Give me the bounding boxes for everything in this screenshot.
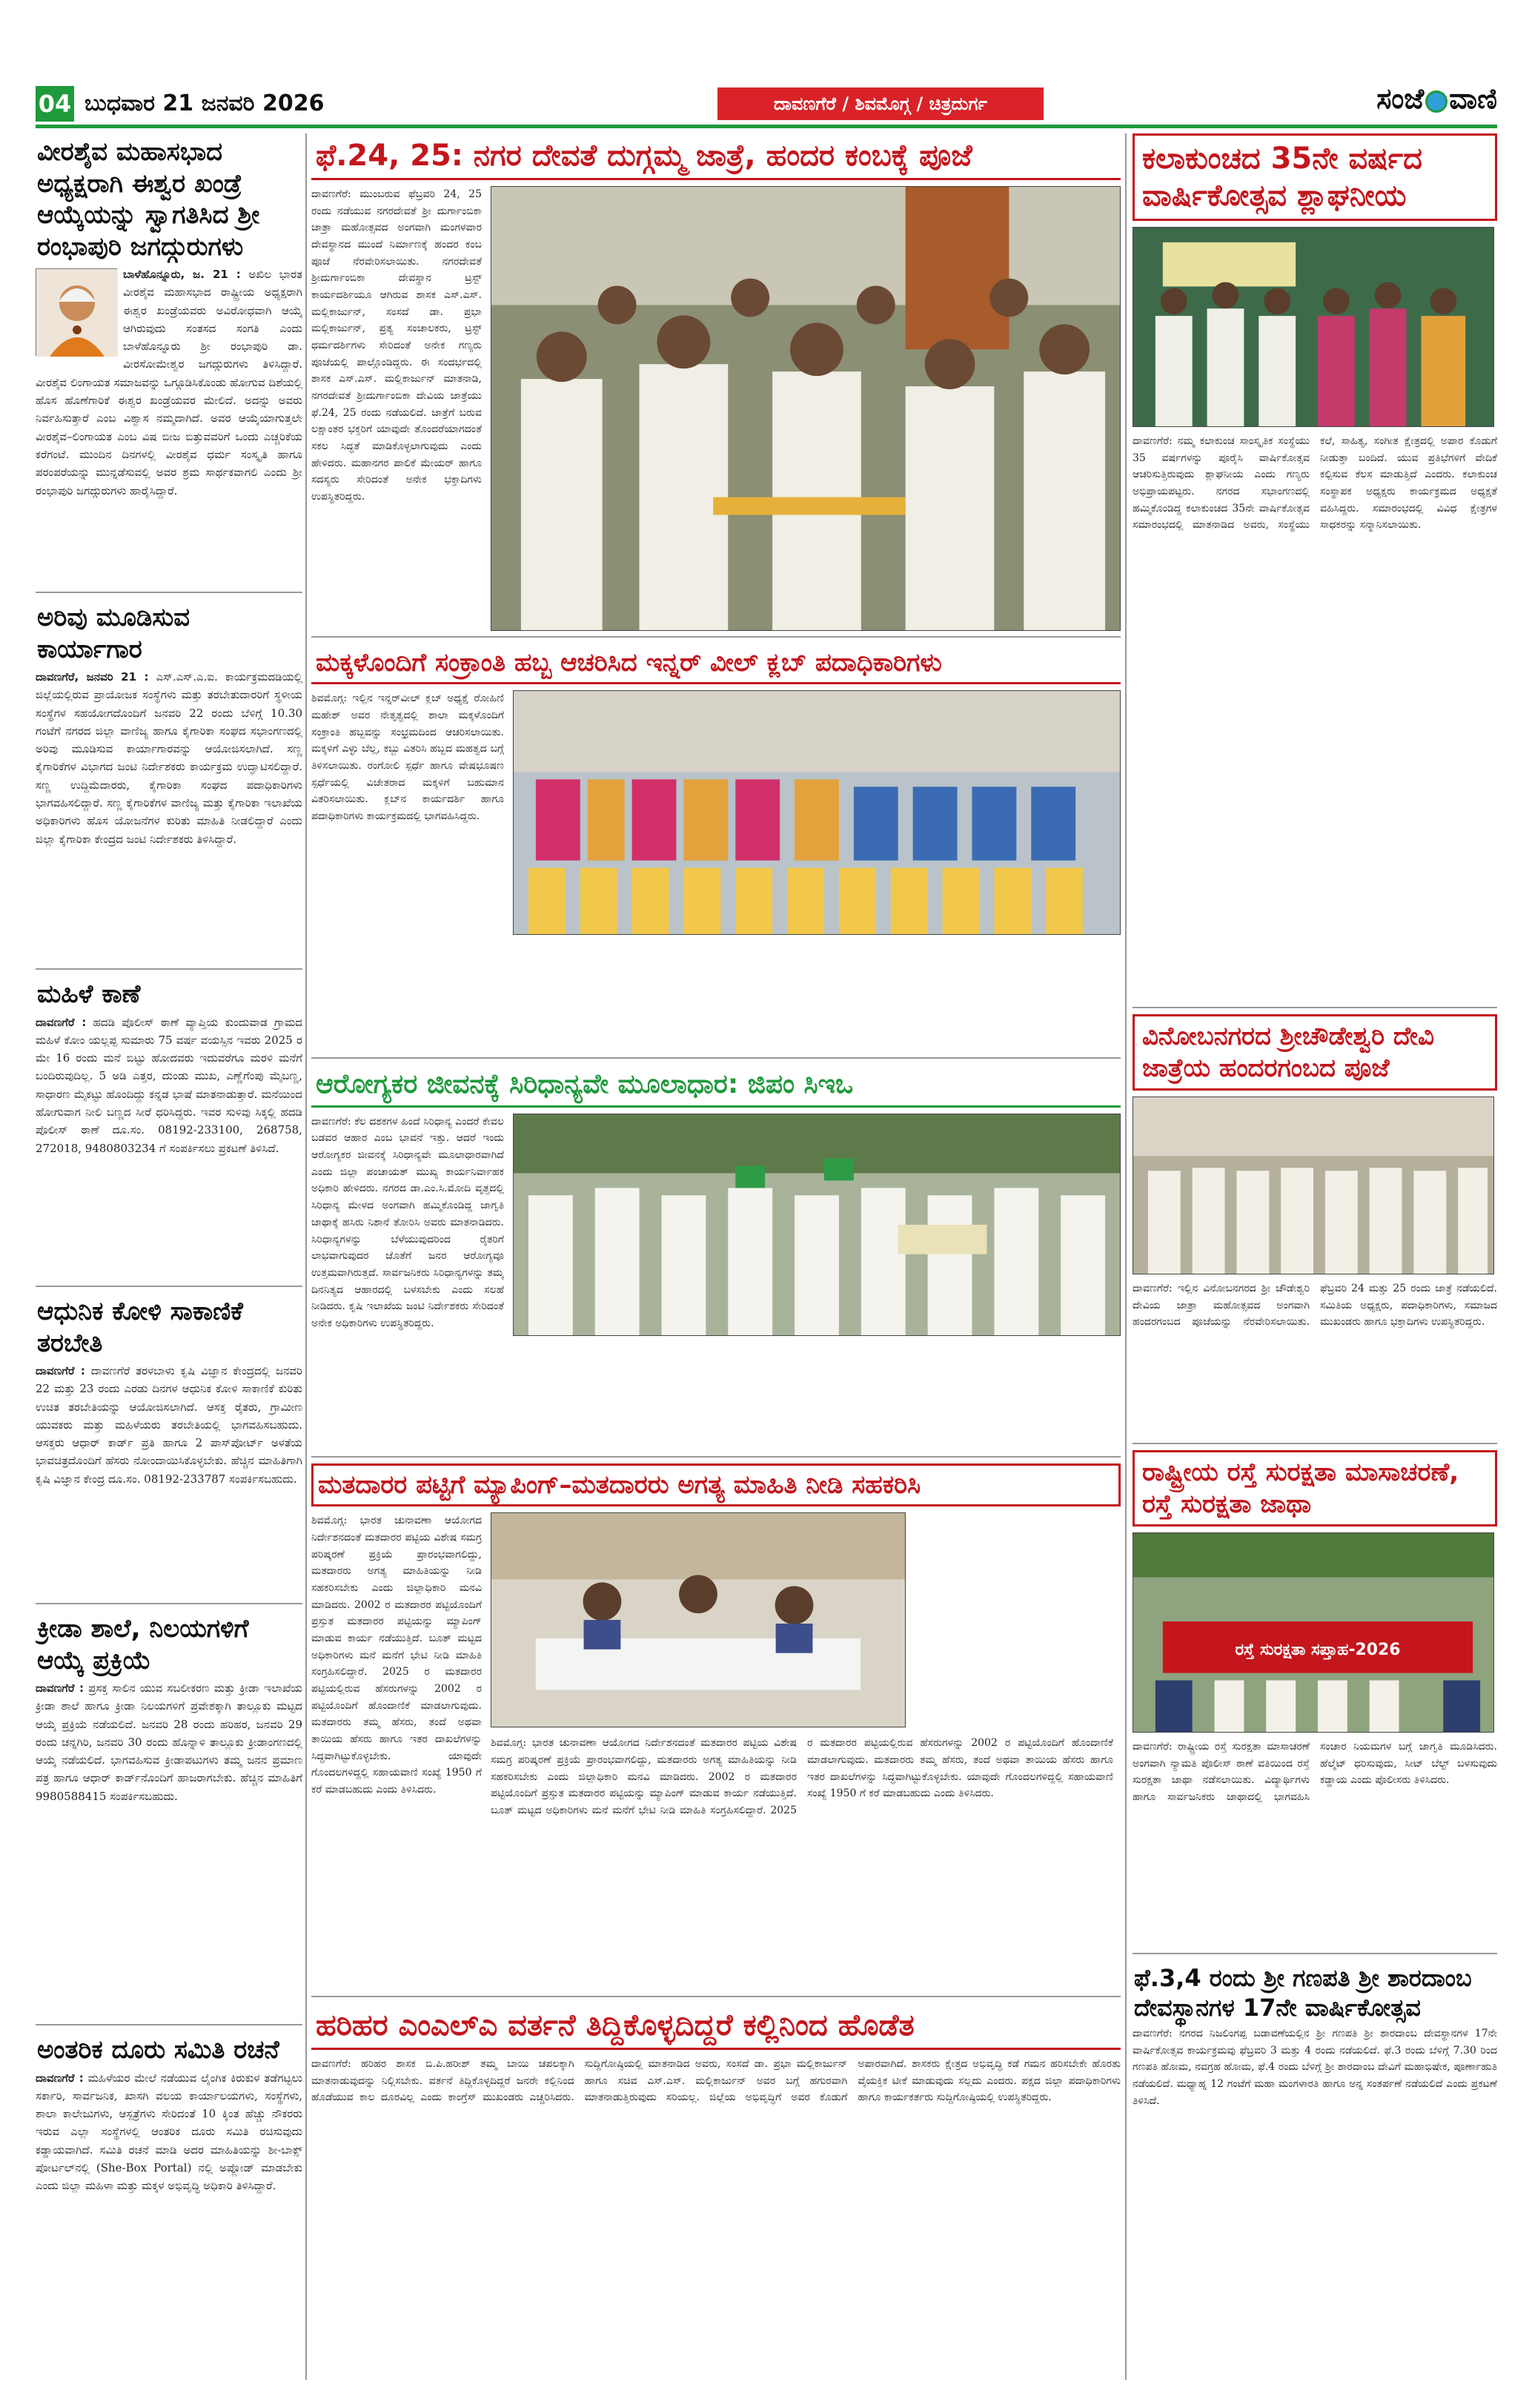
article-choudeshwari-fair [1133,1014,1497,1444]
issue-date: ಬುಧವಾರ 21 ಜನವರಿ 2026 [84,90,325,116]
article-body: ಬಾಳೆಹೊನ್ನೂರು, ಜ. 21 : ಅಖಿಲ ಭಾರತ ವೀರಶೈವ ಮಹಾಸಭಾದ ರಾಷ್ಟ್ರೀಯ ಅಧ್ಯಕ್ಷರಾಗಿ ಈಶ್ವರ ಖಂಡ್ರೆಯವರು ಅವಿರೋಧವಾಗಿ ಆಯ್ಕೆ ಆಗಿರುವುದು ಸಂತಸದ ಸಂಗತಿ ಎಂದು ಬಾಳೆಹೊನ್ನೂರು ಶ್ರೀ ರಂಭಾಪುರಿ ಡಾ. ವೀರಸೋಮೇಶ್ವರ ಜಗದ್ಗುರುಗಳು ತಿಳಿಸಿದ್ದಾರೆ. ವೀರಶೈವ ಲಿಂಗಾಯತ ಸಮಾಜವನ್ನು ಒಗ್ಗೂಡಿಸಿಕೊಂಡು ಹೋಗುವ ದಿಶೆಯಲ್ಲಿ ಹೊಸ ಹೊಣೆಗಾರಿಕೆ ಈಶ್ವರ ಖಂಡ್ರೆಯವರ ಮೇಲಿದೆ. ಅದನ್ನು ಅವರು ನಿರ್ವಹಿಸುತ್ತಾರೆ ಎಂಬ ವಿಶ್ವಾಸ ನಮ್ಮದಾಗಿದೆ. ಅವರ ಆಯ್ಕೆಯಾಗುತ್ತಲೇ ವೀರಶೈವ–ಲಿಂಗಾಯತ ಎಂಬ ವಿಷ ಬೀಜ ಬಿತ್ತುವವರಿಗೆ ಒಂದು ಎಚ್ಚರಿಕೆಯ ಕರೆಗಂಟೆ. ಮುಂದಿನ ದಿನಗಳಲ್ಲಿ ವೀರಶೈವ ಧರ್ಮ ಸಂಸ್ಕೃತಿ ಹಾಗೂ ಪರಂಪರೆಯನ್ನು ಮುನ್ನಡೆಸುವಲ್ಲಿ ಅವರ ಶ್ರಮ ಸಾರ್ಥಕವಾಗಲಿ ಎಂದು ಶ್ರೀ ರಂಭಾಪುರಿ ಜಗದ್ಗುರುಗಳು ಹಾರೈಸಿದ್ದಾರೆ. [36,268,302,497]
article-body: ದಾವಣಗೆರೆ, ಜನವರಿ 21 : ಎಸ್.ಎಸ್.ಎ.ಐ. ಕಾರ್ಯಕ್ರಮದಡಿಯಲ್ಲಿ ಜಿಲ್ಲೆಯಲ್ಲಿರುವ ಪ್ರಾಯೋಜಕ ಸಂಸ್ಥೆಗಳು ಮತ್ತು ತರಬೇತುದಾರರಿಗೆ ಸ್ಥಳೀಯ ಸಂಸ್ಥೆಗಳ ಸಹಯೋಗದೊಂದಿಗೆ ಜನವರಿ 22 ರಂದು ಬೆಳಿಗ್ಗೆ 10.30 ಗಂಟೆಗೆ ನಗರದ ಜಿಲ್ಲಾ ವಾಣಿಜ್ಯ ಹಾಗೂ ಕೈಗಾರಿಕಾ ಸಂಘದ ಸಭಾಂಗಣದಲ್ಲಿ ಅರಿವು ಮೂಡಿಸುವ ಕಾರ್ಯಾಗಾರವನ್ನು ಆಯೋಜಿಸಲಾಗಿದೆ. ಸಣ್ಣ ಕೈಗಾರಿಕೆಗಳ ವಿಭಾಗದ ಜಂಟಿ ನಿರ್ದೇಶಕರು ಕಾರ್ಯಕ್ರಮ ಉದ್ಘಾಟಿಸಲಿದ್ದಾರೆ. ಸಣ್ಣ ಉದ್ದಿಮೆದಾರರು, ಕೈಗಾರಿಕಾ ಸಂಘದ ಪದಾಧಿಕಾರಿಗಳು ಭಾಗವಹಿಸಲಿದ್ದಾರೆ. ಸಣ್ಣ ಕೈಗಾರಿಕೆಗಳ ವಾಣಿಜ್ಯ ಮತ್ತು ಕೈಗಾರಿಕಾ ಇಲಾಖೆಯ ಅಧಿಕಾರಿಗಳು ಹೊಸ ಯೋಜನೆಗಳ ಕುರಿತು ಮಾಹಿತಿ ನೀಡಲಿದ್ದಾರೆ ಎಂದು ಜಿಲ್ಲಾ ಕೈಗಾರಿಕಾ ಕೇಂದ್ರದ ಜಂಟಿ ನಿರ್ದೇಶಕರು ತಿಳಿಸಿದ್ದಾರೆ. [36,670,302,846]
article-kalakuncha [1133,133,1497,1008]
article-headline: ಮಹಿಳೆ ಕಾಣೆ [37,979,141,1009]
article-millets [311,1065,1121,1458]
millet-rally-photo [513,1114,1121,1336]
column-divider [305,133,307,2380]
article-voter-mapping [311,1463,1121,1997]
article-headline: ವಿನೋಬನಗರದ ಶ್ರೀಚೌಡೇಶ್ವರಿ ದೇವಿ ಜಾತ್ರೆಯ ಹಂದರಗಂಬದ ಪೂಜೆ [1133,1014,1497,1091]
fair-crowd-photo [491,186,1121,631]
article-headline: ಫೆ.24, 25: ನಗರ ದೇವತೆ ದುಗ್ಗಮ್ಮ ಜಾತ್ರೆ, ಹಂದರ ಕಂಬಕ್ಕೆ ಪೂಜೆ [311,133,1121,180]
article-body: ಶಿವಮೊಗ್ಗ: ಭಾರತ ಚುನಾವಣಾ ಆಯೋಗದ ನಿರ್ದೇಶನದಂತೆ ಮತದಾರರ ಪಟ್ಟಿಯ ವಿಶೇಷ ಸಮಗ್ರ ಪರಿಷ್ಕರಣೆ ಪ್ರಕ್ರಿಯೆ ಪ್ರಾರಂಭವಾಗಲಿದ್ದು, ಮತದಾರರು ಅಗತ್ಯ ಮಾಹಿತಿಯನ್ನು ನೀಡಿ ಸಹಕರಿಸಬೇಕು ಎಂದು ಜಿಲ್ಲಾಧಿಕಾರಿ ಮನವಿ ಮಾಡಿದರು. 2002 ರ ಮತದಾರರ ಪಟ್ಟಿಯೊಂದಿಗೆ ಪ್ರಸ್ತುತ ಮತದಾರರ ಪಟ್ಟಿಯನ್ನು ಮ್ಯಾಪಿಂಗ್ ಮಾಡುವ ಕಾರ್ಯ ನಡೆಯುತ್ತಿದೆ. ಬೂತ್ ಮಟ್ಟದ ಅಧಿಕಾರಿಗಳು ಮನೆ ಮನೆಗೆ ಭೇಟಿ ನೀಡಿ ಮಾಹಿತಿ ಸಂಗ್ರಹಿಸಲಿದ್ದಾರೆ. 2025 ರ ಮತದಾರರ ಪಟ್ಟಿಯಲ್ಲಿರುವ ಹೆಸರುಗಳನ್ನು 2002 ರ ಪಟ್ಟಿಯೊಂದಿಗೆ ಹೊಂದಾಣಿಕೆ ಮಾಡಲಾಗುವುದು. ಮತದಾರರು ತಮ್ಮ ಹೆಸರು, ತಂದೆ ಅಥವಾ ತಾಯಿಯ ಹೆಸರು ಹಾಗೂ ಇತರ ದಾಖಲೆಗಳನ್ನು ಸಿದ್ಧವಾಗಿಟ್ಟುಕೊಳ್ಳಬೇಕು. ಯಾವುದೇ ಗೊಂದಲಗಳಿದ್ದಲ್ಲಿ ಸಹಾಯವಾಣಿ ಸಂಖ್ಯೆ 1950 ಗೆ ಕರೆ ಮಾಡಬಹುದು ಎಂದು ತಿಳಿಸಿದರು. [311,1515,482,1796]
article-body: ದಾವಣಗೆರೆ: ನಮ್ಮ ಕಲಾಕುಂಚ ಸಾಂಸ್ಕೃತಿಕ ಸಂಸ್ಥೆಯು 35 ವರ್ಷಗಳನ್ನು ಪೂರೈಸಿ ವಾರ್ಷಿಕೋತ್ಸವ ಆಚರಿಸುತ್ತಿರುವುದು ಶ್ಲಾಘನೀಯ ಎಂದು ಗಣ್ಯರು ಅಭಿಪ್ರಾಯಪಟ್ಟರು. ನಗರದ ಸಭಾಂಗಣದಲ್ಲಿ ಹಮ್ಮಿಕೊಂಡಿದ್ದ ಕಲಾಕುಂಚದ 35ನೇ ವಾರ್ಷಿಕೋತ್ಸವ ಸಮಾರಂಭದಲ್ಲಿ ಮಾತನಾಡಿದ ಅವರು, ಸಂಸ್ಥೆಯು ಕಲೆ, ಸಾಹಿತ್ಯ, ಸಂಗೀತ ಕ್ಷೇತ್ರದಲ್ಲಿ ಅಪಾರ ಕೊಡುಗೆ ನೀಡುತ್ತಾ ಬಂದಿದೆ. ಯುವ ಪ್ರತಿಭೆಗಳಿಗೆ ವೇದಿಕೆ ಕಲ್ಪಿಸುವ ಕೆಲಸ ಮಾಡುತ್ತಿದೆ ಎಂದರು. ಕಲಾಕುಂಚ ಸಂಸ್ಥಾಪಕ ಅಧ್ಯಕ್ಷರು ಕಾರ್ಯಕ್ರಮದ ಅಧ್ಯಕ್ಷತೆ ವಹಿಸಿದ್ದರು. ಸಮಾರಂಭದಲ್ಲಿ ವಿವಿಧ ಕ್ಷೇತ್ರಗಳ ಸಾಧಕರನ್ನು ಸನ್ಮಾನಿಸಲಾಯಿತು. [1133,435,1497,532]
article-dugamma-fair [311,133,1121,638]
left-column [36,133,302,2380]
article-body: ದಾವಣಗೆರೆ: ಕೆಲ ದಶಕಗಳ ಹಿಂದೆ ಸಿರಿಧಾನ್ಯ ಎಂದರೆ ಕೇವಲ ಬಡವರ ಆಹಾರ ಎಂಬ ಭಾವನೆ ಇತ್ತು. ಆದರೆ ಇಂದು ಆರೋಗ್ಯಕರ ಜೀವನಕ್ಕೆ ಸಿರಿಧಾನ್ಯವೇ ಮೂಲಾಧಾರವಾಗಿದೆ ಎಂದು ಜಿಲ್ಲಾ ಪಂಚಾಯತ್ ಮುಖ್ಯ ಕಾರ್ಯನಿರ್ವಾಹಕ ಅಧಿಕಾರಿ ಹೇಳಿದರು. ನಗರದ ಡಾ.ಎಂ.ಸಿ.ಮೋದಿ ವೃತ್ತದಲ್ಲಿ ಸಿರಿಧಾನ್ಯ ಮೇಳದ ಅಂಗವಾಗಿ ಹಮ್ಮಿಕೊಂಡಿದ್ದ ಜಾಗೃತಿ ಜಾಥಾಕ್ಕೆ ಹಸಿರು ನಿಶಾನೆ ತೋರಿಸಿ ಅವರು ಮಾತನಾಡಿದರು. ಸಿರಿಧಾನ್ಯಗಳನ್ನು ಬೆಳೆಯುವುದರಿಂದ ರೈತರಿಗೆ ಲಾಭವಾಗುವುದರ ಜೊತೆಗೆ ಜನರ ಆರೋಗ್ಯವೂ ಉತ್ತಮವಾಗಿರುತ್ತದೆ. ಸಾರ್ವಜನಿಕರು ಸಿರಿಧಾನ್ಯಗಳನ್ನು ತಮ್ಮ ದಿನನಿತ್ಯದ ಆಹಾರದಲ್ಲಿ ಬಳಸಬೇಕು ಎಂದು ಸಲಹೆ ನೀಡಿದರು. ಕೃಷಿ ಇಲಾಖೆಯ ಜಂಟಿ ನಿರ್ದೇಶಕರು ಸೇರಿದಂತೆ ಅನೇಕ ಅಧಿಕಾರಿಗಳು ಉಪಸ್ಥಿತರಿದ್ದರು. [311,1115,504,1329]
officials-meeting-photo [491,1512,906,1727]
article-body: ದಾವಣಗೆರೆ : ಮಹಿಳೆಯರ ಮೇಲೆ ನಡೆಯುವ ಲೈಂಗಿಕ ಕಿರುಕುಳ ತಡೆಗಟ್ಟಲು ಸರ್ಕಾರಿ, ಸಾರ್ವಜನಿಕ, ಖಾಸಗಿ ವಲಯ ಕಾರ್ಯಾಲಯಗಳು, ಸಂಸ್ಥೆಗಳು, ಶಾಲಾ ಕಾಲೇಜುಗಳು, ಆಸ್ಪತ್ರೆಗಳು ಸೇರಿದಂತೆ 10 ಕ್ಕಿಂತ ಹೆಚ್ಚು ನೌಕರರು ಇರುವ ಎಲ್ಲಾ ಸಂಸ್ಥೆಗಳಲ್ಲಿ ಆಂತರಿಕ ದೂರು ಸಮಿತಿ ರಚಿಸುವುದು ಕಡ್ಡಾಯವಾಗಿದೆ. ಸಮಿತಿ ರಚನೆ ಮಾಡಿ ಅದರ ಮಾಹಿತಿಯನ್ನು ಶೀ-ಬಾಕ್ಸ್ ಪೋರ್ಟಲ್‌ನಲ್ಲಿ (She-Box Portal) ನಲ್ಲಿ ಅಪ್ಲೋಡ್ ಮಾಡಬೇಕು ಎಂದು ಜಿಲ್ಲಾ ಮಹಿಳಾ ಮತ್ತು ಮಕ್ಕಳ ಅಭಿವೃದ್ಧಿ ಅಧಿಕಾರಿ ತಿಳಿಸಿದ್ದಾರೆ. [36,2071,302,2193]
rally-banner-text: ರಸ್ತೆ ಸುರಕ್ಷತಾ ಸಪ್ತಾಹ-2026 [1235,1640,1401,1659]
article-road-safety [1133,1450,1497,1954]
article-headline: ಅರಿವು ಮೂಡಿಸುವ ಕಾರ್ಯಾಗಾರ [37,603,190,664]
article-complaint-committee [36,2031,302,2372]
article-missing-woman [36,976,302,1287]
seer-portrait [36,268,117,356]
article-body: ದಾವಣಗೆರೆ: ಹರಿಹರ ಶಾಸಕ ಬಿ.ಪಿ.ಹರೀಶ್ ತಮ್ಮ ಬಾಯಿ ಚಪಲಕ್ಕಾಗಿ ಮಾತನಾಡುವುದನ್ನು ನಿಲ್ಲಿಸಬೇಕು. ವರ್ತನೆ ತಿದ್ದಿಕೊಳ್ಳದಿದ್ದರೆ ಜನರೇ ಕಲ್ಲಿನಿಂದ ಹೊಡೆಯುವ ಕಾಲ ದೂರವಿಲ್ಲ ಎಂದು ಕಾಂಗ್ರೆಸ್ ಮುಖಂಡರು ಎಚ್ಚರಿಸಿದರು. ಸುದ್ದಿಗೋಷ್ಠಿಯಲ್ಲಿ ಮಾತನಾಡಿದ ಅವರು, ಸಂಸದೆ ಡಾ. ಪ್ರಭಾ ಮಲ್ಲಿಕಾರ್ಜುನ್ ಹಾಗೂ ಸಚಿವ ಎಸ್.ಎಸ್. ಮಲ್ಲಿಕಾರ್ಜುನ್ ಅವರ ಬಗ್ಗೆ ಹಗುರವಾಗಿ ಮಾತನಾಡುತ್ತಿರುವುದು ಸರಿಯಲ್ಲ. ಜಿಲ್ಲೆಯ ಅಭಿವೃದ್ಧಿಗೆ ಅವರ ಕೊಡುಗೆ ಅಪಾರವಾಗಿದೆ. ಶಾಸಕರು ಕ್ಷೇತ್ರದ ಅಭಿವೃದ್ಧಿ ಕಡೆ ಗಮನ ಹರಿಸಬೇಕೇ ಹೊರತು ವೈಯಕ್ತಿಕ ಟೀಕೆ ಮಾಡುವುದು ಸಲ್ಲದು ಎಂದರು. ಪಕ್ಷದ ಜಿಲ್ಲಾ ಪದಾಧಿಕಾರಿಗಳು ಹಾಗೂ ಕಾರ್ಯಕರ್ತರು ಸುದ್ದಿಗೋಷ್ಠಿಯಲ್ಲಿ ಉಪಸ್ಥಿತರಿದ್ದರು. [311,2058,1121,2104]
kalakuncha-stage-photo [1133,227,1494,427]
article-body: ದಾವಣಗೆರೆ : ಹದಡಿ ಪೊಲೀಸ್ ಠಾಣೆ ವ್ಯಾಪ್ತಿಯ ಕುಂದುವಾಡ ಗ್ರಾಮದ ಮಹಿಳೆ ಕೋಂ ಯಲ್ಲಪ್ಪ ಸುಮಾರು 75 ವರ್ಷ ವಯಸ್ಸಿನ ಇವರು 2025 ರ ಮೇ 16 ರಂದು ಮನೆ ಬಿಟ್ಟು ಹೋದವರು ಇದುವರೆಗೂ ಮರಳಿ ಮನೆಗೆ ಬಂದಿರುವುದಿಲ್ಲ. 5 ಅಡಿ ಎತ್ತರ, ದುಂಡು ಮುಖ, ಎಣ್ಣೆಗೆಂಪು ಮೈಬಣ್ಣ, ಸಾಧಾರಣ ಮೈಕಟ್ಟು ಹೊಂದಿದ್ದು ಕನ್ನಡ ಭಾಷೆ ಮಾತನಾಡುತ್ತಾರೆ. ಮನೆಯಿಂದ ಹೋಗುವಾಗ ನೀಲಿ ಬಣ್ಣದ ಸೀರೆ ಧರಿಸಿದ್ದರು. ಇವರ ಸುಳಿವು ಸಿಕ್ಕಲ್ಲಿ ಹದಡಿ ಪೊಲೀಸ್ ಠಾಣೆ ದೂ.ಸಂ. 08192-233100, 268758, 272018, 9480803234 ಗೆ ಸಂಪರ್ಕಿಸಲು ಪ್ರಕಟಣೆ ತಿಳಿಸಿದೆ. [36,1015,302,1155]
article-headline: ಅಂತರಿಕ ದೂರು ಸಮಿತಿ ರಚನೆ [37,2035,279,2065]
article-ganapati-temple [1133,1960,1497,2375]
article-body: ಶಿವಮೊಗ್ಗ: ಇಲ್ಲಿನ ಇನ್ನರ್‌ವೀಲ್ ಕ್ಲಬ್ ಅಧ್ಯಕ್ಷೆ ರೋಹಿಣಿ ಮಹೇಶ್ ಅವರ ನೇತೃತ್ವದಲ್ಲಿ ಶಾಲಾ ಮಕ್ಕಳೊಂದಿಗೆ ಸಂಕ್ರಾಂತಿ ಹಬ್ಬವನ್ನು ಸಂಭ್ರಮದಿಂದ ಆಚರಿಸಲಾಯಿತು. ಮಕ್ಕಳಿಗೆ ಎಳ್ಳು ಬೆಲ್ಲ, ಕಬ್ಬು ವಿತರಿಸಿ ಹಬ್ಬದ ಮಹತ್ವದ ಬಗ್ಗೆ ತಿಳಿಸಲಾಯಿತು. ರಂಗೋಲಿ ಸ್ಪರ್ಧೆ ಹಾಗೂ ವೇಷಭೂಷಣ ಸ್ಪರ್ಧೆಯಲ್ಲಿ ವಿಜೇತರಾದ ಮಕ್ಕಳಿಗೆ ಬಹುಮಾನ ವಿತರಿಸಲಾಯಿತು. ಕ್ಲಬ್‌ನ ಕಾರ್ಯದರ್ಶಿ ಹಾಗೂ ಪದಾಧಿಕಾರಿಗಳು ಕಾರ್ಯಕ್ರಮದಲ್ಲಿ ಭಾಗವಹಿಸಿದ್ದರು. [311,692,504,822]
article-poultry-training [36,1293,302,1604]
page-number: 04 [36,86,74,122]
children-group-photo [513,690,1121,935]
article-headline: ರಾಷ್ಟ್ರೀಯ ರಸ್ತೆ ಸುರಕ್ಷತಾ ಮಾಸಾಚರಣೆ, ರಸ್ತೆ ಸುರಕ್ಷತಾ ಜಾಥಾ [1133,1450,1497,1526]
voter-media [491,1512,1113,1987]
edition-regions: ದಾವಣಗೆರೆ / ಶಿವಮೊಗ್ಗ / ಚಿತ್ರದುರ್ಗ [717,87,1044,120]
choudeshwari-group-photo [1133,1096,1494,1274]
article-body: ದಾವಣಗೆರೆ: ನಗರದ ನಿಜಲಿಂಗಪ್ಪ ಬಡಾವಣೆಯಲ್ಲಿನ ಶ್ರೀ ಗಣಪತಿ ಶ್ರೀ ಶಾರದಾಂಬ ದೇವಸ್ಥಾನಗಳ 17ನೇ ವಾರ್ಷಿಕೋತ್ಸವ ಕಾರ್ಯಕ್ರಮವು ಫೆಬ್ರವರಿ 3 ಮತ್ತು 4 ರಂದು ನಡೆಯಲಿದೆ. ಫೆ.3 ರಂದು ಬೆಳಿಗ್ಗೆ 7.30 ರಿಂದ ಗಣಪತಿ ಹೋಮ, ನವಗ್ರಹ ಹೋಮ, ಫೆ.4 ರಂದು ಬೆಳಿಗ್ಗೆ ಶ್ರೀ ಶಾರದಾಂಬ ದೇವಿಗೆ ಮಹಾಭಿಷೇಕ, ಪೂರ್ಣಾಹುತಿ ನಡೆಯಲಿದೆ. ಮಧ್ಯಾಹ್ನ 12 ಗಂಟೆಗೆ ಮಹಾ ಮಂಗಳಾರತಿ ಹಾಗೂ ಅನ್ನ ಸಂತರ್ಪಣೆ ನಡೆಯಲಿದೆ ಎಂದು ಪ್ರಕಟಣೆ ತಿಳಿಸಿದೆ. [1133,2028,1497,2107]
article-body-continued: ಶಿವಮೊಗ್ಗ: ಭಾರತ ಚುನಾವಣಾ ಆಯೋಗದ ನಿರ್ದೇಶನದಂತೆ ಮತದಾರರ ಪಟ್ಟಿಯ ವಿಶೇಷ ಸಮಗ್ರ ಪರಿಷ್ಕರಣೆ ಪ್ರಕ್ರಿಯೆ ಪ್ರಾರಂಭವಾಗಲಿದ್ದು, ಮತದಾರರು ಅಗತ್ಯ ಮಾಹಿತಿಯನ್ನು ನೀಡಿ ಸಹಕರಿಸಬೇಕು ಎಂದು ಜಿಲ್ಲಾಧಿಕಾರಿ ಮನವಿ ಮಾಡಿದರು. 2002 ರ ಮತದಾರರ ಪಟ್ಟಿಯೊಂದಿಗೆ ಪ್ರಸ್ತುತ ಮತದಾರರ ಪಟ್ಟಿಯನ್ನು ಮ್ಯಾಪಿಂಗ್ ಮಾಡುವ ಕಾರ್ಯ ನಡೆಯುತ್ತಿದೆ. ಬೂತ್ ಮಟ್ಟದ ಅಧಿಕಾರಿಗಳು ಮನೆ ಮನೆಗೆ ಭೇಟಿ ನೀಡಿ ಮಾಹಿತಿ ಸಂಗ್ರಹಿಸಲಿದ್ದಾರೆ. 2025 ರ ಮತದಾರರ ಪಟ್ಟಿಯಲ್ಲಿರುವ ಹೆಸರುಗಳನ್ನು 2002 ರ ಪಟ್ಟಿಯೊಂದಿಗೆ ಹೊಂದಾಣಿಕೆ ಮಾಡಲಾಗುವುದು. ಮತದಾರರು ತಮ್ಮ ಹೆಸರು, ತಂದೆ ಅಥವಾ ತಾಯಿಯ ಹೆಸರು ಹಾಗೂ ಇತರ ದಾಖಲೆಗಳನ್ನು ಸಿದ್ಧವಾಗಿಟ್ಟುಕೊಳ್ಳಬೇಕು. ಯಾವುದೇ ಗೊಂದಲಗಳಿದ್ದಲ್ಲಿ ಸಹಾಯವಾಣಿ ಸಂಖ್ಯೆ 1950 ಗೆ ಕರೆ ಮಾಡಬಹುದು ಎಂದು ತಿಳಿಸಿದರು. [491,1737,1113,1816]
article-workshop [36,599,302,970]
column-divider [1125,133,1127,2380]
article-body: ದಾವಣಗೆರೆ : ಪ್ರಸಕ್ತ ಸಾಲಿನ ಯುವ ಸಬಲೀಕರಣ ಮತ್ತು ಕ್ರೀಡಾ ಇಲಾಖೆಯ ಕ್ರೀಡಾ ಶಾಲೆ ಹಾಗೂ ಕ್ರೀಡಾ ನಿಲಯಗಳಿಗೆ ಪ್ರವೇಶಕ್ಕಾಗಿ ತಾಲ್ಲೂಕು ಮಟ್ಟದ ಆಯ್ಕೆ ಪ್ರಕ್ರಿಯೆ ನಡೆಯಲಿದೆ. ಜನವರಿ 28 ರಂದು ಹರಿಹರ, ಜನವರಿ 29 ರಂದು ಚನ್ನಗಿರಿ, ಜನವರಿ 30 ರಂದು ಹೊನ್ನಾಳಿ ತಾಲ್ಲೂಕು ಕ್ರೀಡಾಂಗಣದಲ್ಲಿ ಆಯ್ಕೆ ನಡೆಯಲಿದೆ. ಭಾಗವಹಿಸುವ ಕ್ರೀಡಾಪಟುಗಳು ತಮ್ಮ ಜನನ ಪ್ರಮಾಣ ಪತ್ರ ಹಾಗೂ ಆಧಾರ್ ಕಾರ್ಡ್‌ನೊಂದಿಗೆ ಹಾಜರಾಗಬೇಕು. ಹೆಚ್ಚಿನ ಮಾಹಿತಿಗೆ 9980588415 ಸಂಪರ್ಕಿಸಬಹುದು. [36,1681,302,1803]
article-headline: ಮಕ್ಕಳೊಂದಿಗೆ ಸಂಕ್ರಾಂತಿ ಹಬ್ಬ ಆಚರಿಸಿದ ಇನ್ನರ್ ವೀಲ್ ಕ್ಲಬ್ ಪದಾಧಿಕಾರಿಗಳು [311,644,1121,684]
paper-name-right: ವಾಣಿ [1449,82,1497,115]
article-body: ದಾವಣಗೆರೆ: ರಾಷ್ಟ್ರೀಯ ರಸ್ತೆ ಸುರಕ್ಷತಾ ಮಾಸಾಚರಣೆ ಅಂಗವಾಗಿ ನ್ಯಾಮತಿ ಪೊಲೀಸ್ ಠಾಣೆ ವತಿಯಿಂದ ರಸ್ತೆ ಸುರಕ್ಷತಾ ಜಾಥಾ ನಡೆಸಲಾಯಿತು. ವಿದ್ಯಾರ್ಥಿಗಳು ಹಾಗೂ ಸಾರ್ವಜನಿಕರು ಜಾಥಾದಲ್ಲಿ ಭಾಗವಹಿಸಿ ಸಂಚಾರ ನಿಯಮಗಳ ಬಗ್ಗೆ ಜಾಗೃತಿ ಮೂಡಿಸಿದರು. ಹೆಲ್ಮೆಟ್ ಧರಿಸುವುದು, ಸೀಟ್ ಬೆಲ್ಟ್ ಬಳಸುವುದು ಕಡ್ಡಾಯ ಎಂದು ಪೊಲೀಸರು ತಿಳಿಸಿದರು. [1133,1741,1497,1804]
paper-logo [1376,82,1497,116]
article-mahasabha [36,133,302,593]
center-column [311,133,1121,2380]
road-safety-rally-photo [1133,1532,1494,1733]
article-headline: ವೀರಶೈವ ಮಹಾಸಭಾದ ಅಧ್ಯಕ್ಷರಾಗಿ ಈಶ್ವರ ಖಂಡ್ರೆ ಆಯ್ಕೆಯನ್ನು ಸ್ವಾಗತಿಸಿದ ಶ್ರೀ ರಂಭಾಪುರಿ ಜಗದ್ಗುರುಗಳು [37,137,260,262]
article-headline: ಕಲಾಕುಂಚದ 35ನೇ ವರ್ಷದ ವಾರ್ಷಿಕೋತ್ಸವ ಶ್ಲಾಘನೀಯ [1133,133,1497,221]
paper-name-left: ಸಂಜೆ [1376,82,1425,115]
article-headline: ಫೆ.3,4 ರಂದು ಶ್ರೀ ಗಣಪತಿ ಶ್ರೀ ಶಾರದಾಂಬ ದೇವಸ್ಥಾನಗಳ 17ನೇ ವಾರ್ಷಿಕೋತ್ಸವ [1134,1964,1472,2022]
article-body: ದಾವಣಗೆರೆ : ದಾವಣಗೆರೆ ತರಳಬಾಳು ಕೃಷಿ ವಿಜ್ಞಾನ ಕೇಂದ್ರದಲ್ಲಿ ಜನವರಿ 22 ಮತ್ತು 23 ರಂದು ಎರಡು ದಿನಗಳ ಆಧುನಿಕ ಕೋಳಿ ಸಾಕಾಣಿಕೆ ಕುರಿತು ಉಚಿತ ತರಬೇತಿಯನ್ನು ಆಯೋಜಿಸಲಾಗಿದೆ. ಆಸಕ್ತ ರೈತರು, ಗ್ರಾಮೀಣ ಯುವಕರು ಮತ್ತು ಮಹಿಳೆಯರು ತರಬೇತಿಯಲ್ಲಿ ಭಾಗವಹಿಸಬಹುದು. ಆಸಕ್ತರು ಆಧಾರ್ ಕಾರ್ಡ್ ಪ್ರತಿ ಹಾಗೂ 2 ಪಾಸ್‌ಪೋರ್ಟ್ ಅಳತೆಯ ಭಾವಚಿತ್ರದೊಂದಿಗೆ ಹೆಸರು ನೋಂದಾಯಿಸಿಕೊಳ್ಳಬೇಕು. ಹೆಚ್ಚಿನ ಮಾಹಿತಿಗಾಗಿ ಕೃಷಿ ವಿಜ್ಞಾನ ಕೇಂದ್ರ ದೂ.ಸಂ. 08192-233787 ಸಂಪರ್ಕಿಸಬಹುದು. [36,1364,302,1486]
article-headline: ಕ್ರೀಡಾ ಶಾಲೆ, ನಿಲಯಗಳಿಗೆ ಆಯ್ಕೆ ಪ್ರಕ್ರಿಯೆ [37,1614,249,1676]
article-headline: ಆಧುನಿಕ ಕೋಳಿ ಸಾಕಾಣಿಕೆ ತರಬೇತಿ [37,1297,243,1358]
article-headline: ಆರೋಗ್ಯಕರ ಜೀವನಕ್ಕೆ ಸಿರಿಧಾನ್ಯವೇ ಮೂಲಾಧಾರ: ಜಿಪಂ ಸಿಇಒ [311,1065,1121,1108]
article-inner-wheel [311,644,1121,1059]
masthead [36,82,1497,123]
article-headline: ಮತದಾರರ ಪಟ್ಟಿಗೆ ಮ್ಯಾಪಿಂಗ್–ಮತದಾರರು ಅಗತ್ಯ ಮಾಹಿತಿ ನೀಡಿ ಸಹಕರಿಸಿ [311,1463,1121,1506]
article-sports-school [36,1610,302,2025]
article-body: ದಾವಣಗೆರೆ: ಇಲ್ಲಿನ ವಿನೋಬನಗರದ ಶ್ರೀ ಚೌಡೇಶ್ವರಿ ದೇವಿಯ ಜಾತ್ರಾ ಮಹೋತ್ಸವದ ಅಂಗವಾಗಿ ಹಂದರಗಂಬದ ಪೂಜೆಯನ್ನು ನೆರವೇರಿಸಲಾಯಿತು. ಫೆಬ್ರವರಿ 24 ಮತ್ತು 25 ರಂದು ಜಾತ್ರೆ ನಡೆಯಲಿದೆ. ಸಮಿತಿಯ ಅಧ್ಯಕ್ಷರು, ಪದಾಧಿಕಾರಿಗಳು, ಸಮಾಜದ ಮುಖಂಡರು ಹಾಗೂ ಭಕ್ತಾದಿಗಳು ಉಪಸ್ಥಿತರಿದ್ದರು. [1133,1283,1497,1329]
masthead-rule [36,125,1497,128]
right-column [1133,133,1497,2380]
article-harihar-mla [311,2003,1121,2380]
article-body: ದಾವಣಗೆರೆ: ಮುಂಬರುವ ಫೆಬ್ರವರಿ 24, 25 ರಂದು ನಡೆಯುವ ನಗರದೇವತೆ ಶ್ರೀ ದುರ್ಗಾಂಬಿಕಾ ಜಾತ್ರಾ ಮಹೋತ್ಸವದ ಅಂಗವಾಗಿ ಮಂಗಳವಾರ ದೇವಸ್ಥಾನದ ಮುಂದೆ ನಿರ್ಮಾಣಕ್ಕೆ ಹಂದರ ಕಂಬ ಪೂಜೆ ನೆರವೇರಿಸಲಾಯಿತು. ನಗರದೇವತೆ ಶ್ರೀದುರ್ಗಾಂಬಿಕಾ ದೇವಸ್ಥಾನ ಟ್ರಸ್ಟ್ ಕಾರ್ಯದರ್ಶಿಯೂ ಆಗಿರುವ ಶಾಸಕ ಎಸ್.ಎಸ್. ಮಲ್ಲಿಕಾರ್ಜುನ್, ಸಂಸದೆ ಡಾ. ಪ್ರಭಾ ಮಲ್ಲಿಕಾರ್ಜುನ್, ಪ್ರತ್ಯ ಸಂಚಾಲಕರು, ಟ್ರಸ್ಟ್ ಧರ್ಮದರ್ಶಿಗಳು ಸೇರಿದಂತೆ ಅನೇಕ ಗಣ್ಯರು ಪೂಜೆಯಲ್ಲಿ ಪಾಲ್ಗೊಂಡಿದ್ದರು. ಈ ಸಂದರ್ಭದಲ್ಲಿ ಶಾಸಕ ಎಸ್.ಎಸ್. ಮಲ್ಲಿಕಾರ್ಜುನ್ ಮಾತನಾಡಿ, ನಗರದೇವತೆ ಶ್ರೀದುರ್ಗಾಂಬಿಕಾ ದೇವಿಯ ಜಾತ್ರೆಯು ಫೆ.24, 25 ರಂದು ನಡೆಯಲಿದೆ. ಜಾತ್ರೆಗೆ ಬರುವ ಲಕ್ಷಾಂತರ ಭಕ್ತರಿಗೆ ಯಾವುದೇ ತೊಂದರೆಯಾಗದಂತೆ ಸಕಲ ಸಿದ್ಧತೆ ಮಾಡಿಕೊಳ್ಳಲಾಗುವುದು ಎಂದು ಹೇಳಿದರು. ಮಹಾನಗರ ಪಾಲಿಕೆ ಮೇಯರ್ ಹಾಗೂ ಸದಸ್ಯರು ಸೇರಿದಂತೆ ಅನೇಕ ಭಕ್ತಾದಿಗಳು ಉಪಸ್ಥಿತರಿದ್ದರು. [311,188,482,503]
article-headline: ಹರಿಹರ ಎಂಎಲ್ಎ ವರ್ತನೆ ತಿದ್ದಿಕೊಳ್ಳದಿದ್ದರೆ ಕಲ್ಲಿನಿಂದ ಹೊಡೆತ [311,2003,1121,2050]
globe-icon [1425,90,1448,113]
